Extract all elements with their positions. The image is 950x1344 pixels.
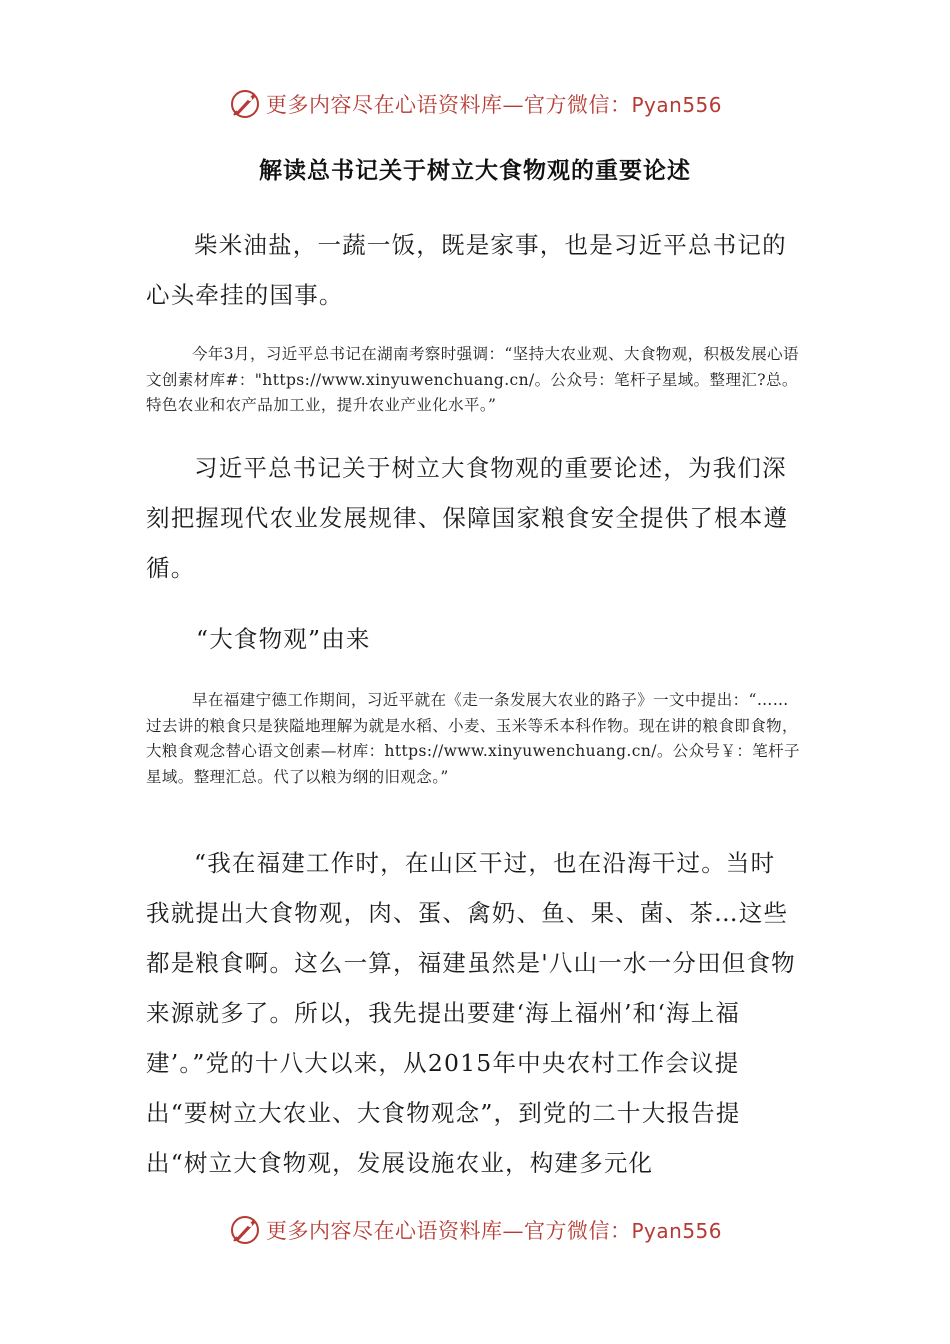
banner-text: 更多内容尽在心语资料库—官方微信：Pyan556 bbox=[265, 1219, 722, 1243]
wechat-id: Pyan556 bbox=[631, 1219, 722, 1243]
quill-pen-logo-icon bbox=[228, 1213, 262, 1247]
paragraph-fujian-quote: “我在福建工作时，在山区干过，也在沿海干过。当时我就提出大食物观，肉、蛋、禽奶、鱼、果、菌、茶…这些都是粮食啊。这么一算，福建虽然是'八山一水一分田但食物来源就多了。所以，我先提出要建‘海上福州’和‘海上福建’。”党的十八大以来，从2015年中央农村工作会议提出“要树立大农业、大食物观念”，到党的二十大报告提出“树立大食物观，发展设施农业，构建多元化 bbox=[146, 849, 796, 1177]
document-title: 解读总书记关于树立大食物观的重要论述 bbox=[259, 158, 691, 184]
wechat-id: Pyan556 bbox=[631, 93, 722, 117]
section-subheading: “大食物观”由来 bbox=[196, 625, 371, 653]
paragraph-hunan-quote: 今年3月，习近平总书记在湖南考察时强调：“坚持大农业观、大食物观，积极发展心语文创素材库#："https://www.xinyuwenchuang.cn/。公众号：笔杆子星域。整理汇?总。特色农业和农产品加工业，提升农业产业化水平。” bbox=[146, 345, 799, 414]
paragraph-intro: 柴米油盐，一蔬一饭，既是家事，也是习近平总书记的心头牵挂的国事。 bbox=[146, 231, 787, 309]
paragraph-ningde-origin: 早在福建宁德工作期间，习近平就在《走一条发展大农业的路子》一文中提出：“……过去讲的粮食只是狭隘地理解为就是水稻、小麦、玉米等禾本科作物。现在讲的粮食即食物，大粮食观念替心语文创素—材库：https://www.xinyuwenchuang.cn/。公众号￥：笔杆子星域。整理汇总。代了以粮为纲的旧观念。” bbox=[146, 691, 800, 786]
paragraph-fundamental-guidance: 习近平总书记关于树立大食物观的重要论述，为我们深刻把握现代农业发展规律、保障国家粮食安全提供了根本遵循。 bbox=[146, 454, 789, 582]
banner-text: 更多内容尽在心语资料库—官方微信：Pyan556 bbox=[265, 93, 722, 117]
header-banner bbox=[0, 84, 950, 124]
footer-banner bbox=[0, 1210, 950, 1250]
quill-pen-logo-icon bbox=[228, 87, 262, 121]
